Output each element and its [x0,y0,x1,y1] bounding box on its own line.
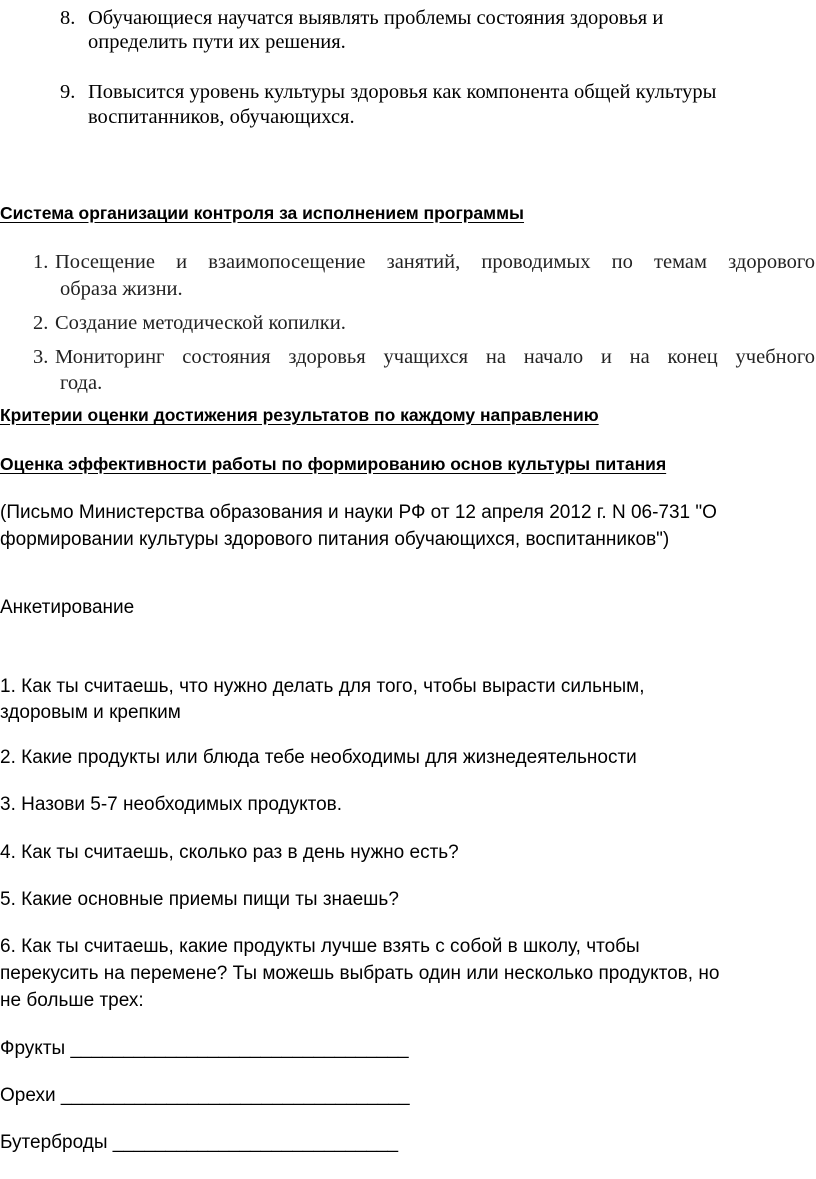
control-item-number: 1. [33,251,49,273]
control-item-text-line: образа жизни. [60,278,183,300]
survey-question-line: 6. Как ты считаешь, какие продукты лучше взять с собой в школу, чтобы [0,936,640,957]
control-item-number: 3. [33,346,49,368]
survey-question-line: не больше трех: [0,990,144,1011]
survey-question-line: перекусить на перемене? Ты можешь выбрать один или несколько продуктов, но [0,963,720,984]
survey-question-line: 5. Какие основные приемы пищи ты знаешь? [0,889,399,910]
outcome-text-line: Повысится уровень культуры здоровья как компонента общей культуры [88,81,717,103]
answer-blank-line[interactable]: ________________________________ [70,1038,409,1059]
control-item-text-line: Посещение и взаимопосещение занятий, проводимых по темам здорового [55,251,815,273]
letter-reference-line: формировании культуры здорового питания обучающихся, воспитанников") [0,529,670,550]
survey-question-line: 3. Назови 5-7 необходимых продуктов. [0,794,343,815]
criteria-heading: Критерии оценки достижения результатов по каждому направлению [0,405,599,425]
answer-option-fruits [0,1039,409,1058]
control-section-heading: Система организации контроля за исполнением программы [0,203,525,223]
outcome-text-line: определить пути их решения. [88,31,346,53]
survey-question-line: здоровым и крепким [0,702,181,723]
answer-blank-line[interactable]: _________________________________ [60,1085,410,1106]
answer-option-nuts [0,1086,410,1105]
survey-question-line: 2. Какие продукты или блюда тебе необходимы для жизнедеятельности [0,747,637,768]
outcome-number: 8. [60,7,76,29]
answer-option-sandwiches [0,1133,398,1152]
letter-reference-line: (Письмо Министерства образования и науки РФ от 12 апреля 2012 г. N 06-731 "О [0,502,717,523]
outcome-number: 9. [60,81,76,103]
answer-option-label: Бутерброды [0,1132,108,1153]
outcome-text-line: воспитанников, обучающихся. [88,106,355,128]
outcome-text-line: Обучающиеся научатся выявлять проблемы состояния здоровья и [88,7,664,29]
nutrition-heading: Оценка эффективности работы по формированию основ культуры питания [0,454,667,474]
answer-blank-line[interactable]: ___________________________ [112,1132,399,1153]
control-item-text-line: Создание методической копилки. [55,312,346,334]
answer-option-label: Орехи [0,1085,56,1106]
control-item-text-line: года. [60,372,103,394]
answer-option-label: Фрукты [0,1038,66,1059]
control-item-number: 2. [33,312,49,334]
survey-title: Анкетирование [0,597,135,618]
survey-question-line: 4. Как ты считаешь, сколько раз в день нужно есть? [0,842,459,863]
control-item-text-line: Мониторинг состояния здоровья учащихся на начало и на конец учебного [55,346,815,368]
survey-question-line: 1. Как ты считаешь, что нужно делать для того, чтобы вырасти сильным, [0,676,645,697]
